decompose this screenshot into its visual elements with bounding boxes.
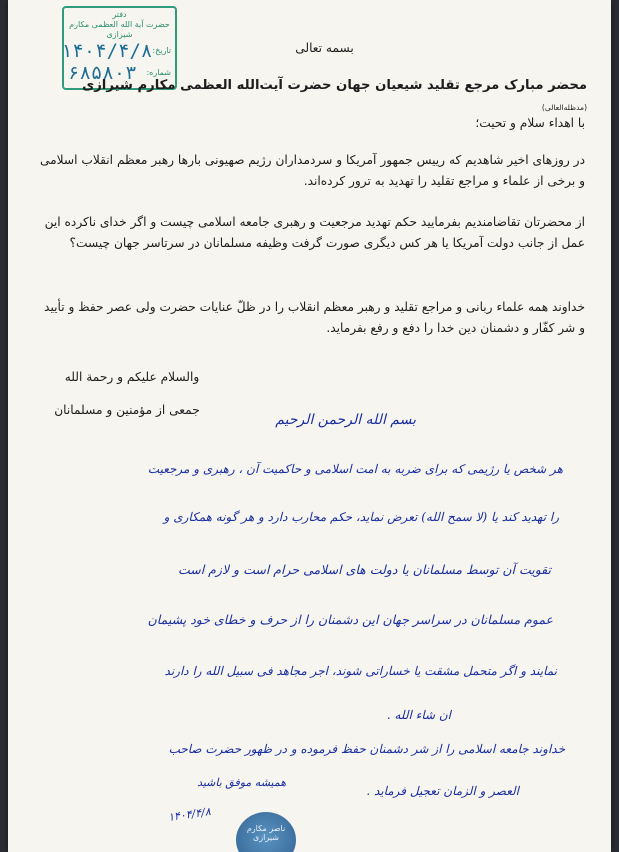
addressee-text: محضر مبارک مرجع تقلید شیعیان جهان حضرت آیت‌الله العظمی مکارم شیرازی — [82, 78, 587, 93]
stamp-office-name: حضرت آیة الله العظمی مکارم شیرازی — [69, 20, 170, 39]
reply-line-1: هر شخص یا رژیمی که برای ضربه به امت اسلامی و حاکمیت آن ، رهبری و مرجعیت — [147, 462, 563, 476]
letter-paragraph-3: خداوند همه علماء ربانی و مراجع تقلید و رهبر معظم انقلاب را در ظلّ عنایات حضرت ولی عصر حفظ و تأیید و شر کفّار و دشمنان دین خدا را دفع و رفع بفرماید. — [44, 300, 585, 335]
reply-date: ۱۴۰۴/۴/۸ — [167, 805, 212, 824]
reply-basmala: بسم الله الرحمن الرحیم — [275, 412, 416, 428]
reply-line-5: نمایند و اگر متحمل مشقت یا خساراتی شوند، اجر مجاهد فی سبیل الله را دارند — [164, 664, 557, 678]
stamp-office: دفتر — [112, 10, 127, 19]
stamp-date-label: تاریخ: — [152, 46, 171, 55]
stamp-number-label: شماره: — [146, 68, 171, 77]
letter-paragraph-1: در روزهای اخیر شاهدیم که رییس جمهور آمریکا و سردمداران رژیم صهیونی بارها رهبر معظم انقلاب اسلامی و برخی از علماء و مراجع تقلید را تهدید به ترور کرده‌اند. — [39, 153, 585, 188]
reply-line-4: عموم مسلمانان در سراسر جهان این دشمنان را از حرف و خطای خود پشیمان — [147, 612, 553, 627]
letter-opening: بسمه تعالی — [295, 41, 354, 55]
letter-page — [8, 0, 611, 852]
stamp-date-row — [60, 40, 171, 62]
letter-addressee — [34, 75, 587, 118]
reply-line-7: خداوند جامعه اسلامی را از شر دشمنان حفظ فرموده و در ظهور حضرت صاحب — [168, 742, 565, 756]
letter-signatory: جمعی از مؤمنین و مسلمانان — [54, 403, 200, 417]
reply-signoff: همیشه موفق باشید — [197, 776, 286, 789]
letter-paragraph-2: از محضرتان تقاضامندیم بفرمایید حکم تهدید مرجعیت و رهبری جامعه اسلامی چیست و اگر خدای ناکرده این عمل از جانب دولت آمریکا یا هر کس دیگری صورت گرفت وظیفه مسلمانان در سرتاسر جهان چیست؟ — [44, 215, 585, 250]
official-seal — [236, 812, 296, 852]
reply-line-3: تقویت آن توسط مسلمانان یا دولت های اسلامی حرام است و لازم است — [177, 562, 551, 577]
reply-line-6: ان شاء الله . — [386, 708, 451, 722]
addressee-suffix: (مدظله‌العالی) — [541, 103, 587, 112]
reply-line-8: العصر و الزمان تعجیل فرماید . — [366, 784, 519, 798]
stamp-number-value: ۶۸۵۸۰۳ — [68, 62, 137, 84]
seal-text: ناصر مکارم شیرازی — [246, 824, 286, 842]
reply-line-2: را تهدید کند یا (لا سمح الله) تعرض نماید، حکم محارب دارد و هر گونه همکاری و — [163, 510, 559, 524]
stamp-date-value: ۱۴۰۴/۴/۸ — [60, 40, 153, 62]
letter-closing: والسلام علیکم و رحمة الله — [64, 370, 200, 384]
letter-salutation: با اهداء سلام و تحیت؛ — [475, 116, 585, 130]
